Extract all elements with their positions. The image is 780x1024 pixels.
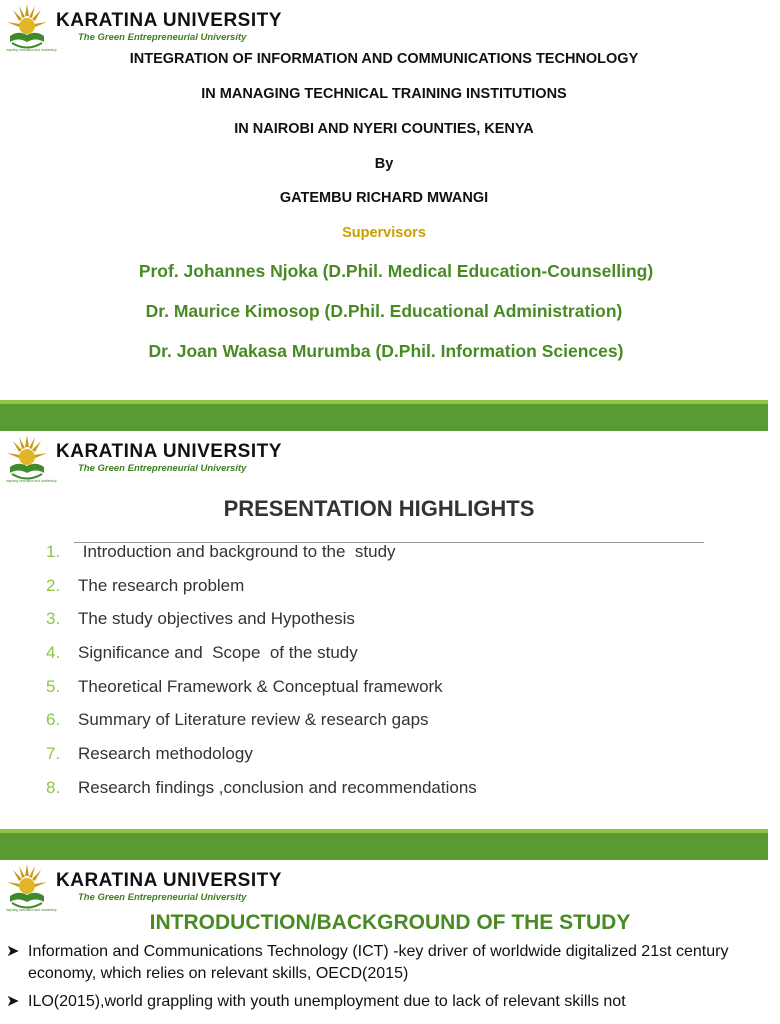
university-name: KARATINA UNIVERSITY <box>56 10 282 31</box>
slide-separator-band <box>0 400 768 431</box>
university-tagline: The Green Entrepreneurial University <box>78 892 247 903</box>
highlight-item: 2. The research problem <box>46 576 245 595</box>
highlight-item: 6. Summary of Literature review & research gaps <box>46 710 429 729</box>
highlight-item: 7. Research methodology <box>46 744 253 763</box>
introduction-slide <box>0 860 768 1024</box>
university-tagline: The Green Entrepreneurial University <box>78 463 247 474</box>
university-name: KARATINA UNIVERSITY <box>56 870 282 891</box>
author-name: GATEMBU RICHARD MWANGI <box>279 190 489 206</box>
slide-separator-band <box>0 829 768 860</box>
supervisor-1: Prof. Johannes Njoka (D.Phil. Medical Education-Counselling) <box>138 261 654 281</box>
university-logo <box>4 433 282 483</box>
highlights-slide <box>0 431 768 829</box>
university-emblem-icon <box>4 433 57 483</box>
highlight-item: 8. Research findings ,conclusion and recommendations <box>46 778 477 797</box>
bullet-item: ➤ ILO(2015),world grappling with youth unemployment due to lack of relevant skills not <box>6 991 746 1013</box>
highlight-item: 3. The study objectives and Hypothesis <box>46 609 355 628</box>
title-line-1: INTEGRATION OF INFORMATION AND COMMUNICATIONS TECHNOLOGY <box>129 51 639 67</box>
title-slide <box>0 0 768 400</box>
by-label: By <box>374 156 394 172</box>
university-name: KARATINA UNIVERSITY <box>56 441 282 462</box>
svg-text:Inspiring Innovation and Leade: Inspiring Innovation and Leadership <box>6 48 57 52</box>
university-logo <box>4 2 282 52</box>
university-emblem-icon <box>4 862 57 912</box>
supervisors-label: Supervisors <box>342 225 426 241</box>
university-logo <box>4 862 282 912</box>
highlights-heading: PRESENTATION HIGHLIGHTS <box>223 496 535 521</box>
introduction-heading: INTRODUCTION/BACKGROUND OF THE STUDY <box>149 911 631 934</box>
university-emblem-icon <box>4 2 57 52</box>
title-line-2: IN MANAGING TECHNICAL TRAINING INSTITUTIONS <box>201 86 567 102</box>
highlight-item: 5. Theoretical Framework & Conceptual framework <box>46 677 443 696</box>
svg-text:Inspiring Innovation and Leade: Inspiring Innovation and Leadership <box>6 908 57 912</box>
highlight-item: 1. Introduction and background to the study <box>46 542 396 561</box>
title-line-3: IN NAIROBI AND NYERI COUNTIES, KENYA <box>234 121 534 137</box>
highlight-item: 4. Significance and Scope of the study <box>46 643 358 662</box>
supervisor-2: Dr. Maurice Kimosop (D.Phil. Educational Administration) <box>145 301 623 321</box>
university-tagline: The Green Entrepreneurial University <box>78 32 247 43</box>
arrow-bullet-icon: ➤ <box>6 943 20 960</box>
svg-text:Inspiring Innovation and Leade: Inspiring Innovation and Leadership <box>6 479 57 483</box>
supervisor-3: Dr. Joan Wakasa Murumba (D.Phil. Information Sciences) <box>148 341 624 361</box>
arrow-bullet-icon: ➤ <box>6 993 20 1010</box>
bullet-item: ➤ Information and Communications Technology (ICT) -key driver of worldwide digitalized 21st century economy, which relies on relevant skills, OECD(2015) <box>6 943 729 982</box>
